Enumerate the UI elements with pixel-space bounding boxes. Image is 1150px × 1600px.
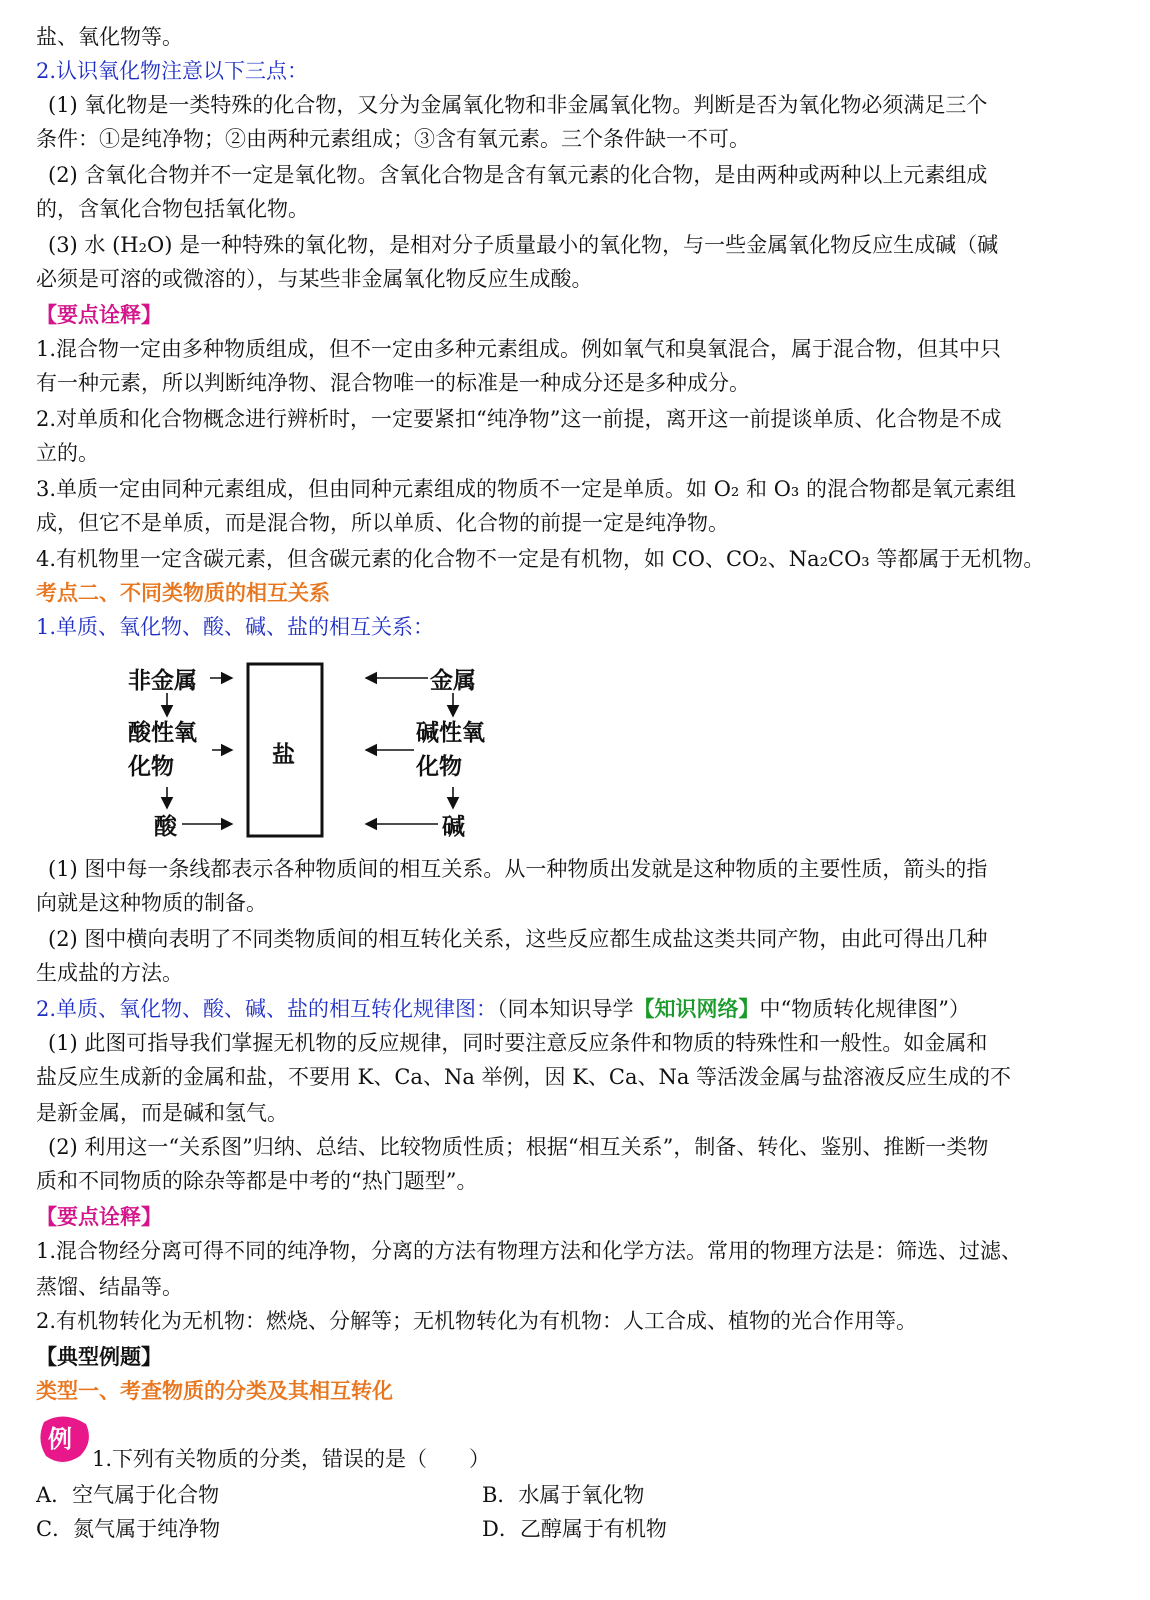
diagram-salt-label: 盐 [272, 741, 295, 768]
paragraph-line: 2.有机物转化为无机物：燃烧、分解等；无机物转化为有机物：人工合成、植物的光合作用等。 [36, 1309, 918, 1333]
paragraph-line: 1.混合物经分离可得不同的纯净物，分离的方法有物理方法和化学方法。常用的物理方法是：筛选、过滤、 [36, 1239, 1023, 1263]
subheading: 1.单质、氧化物、酸、碱、盐的相互关系： [36, 615, 435, 639]
relationship-diagram [120, 660, 520, 845]
diagram-nonmetal-label: 非金属 [128, 667, 197, 694]
note-heading: 【要点诠释】 [36, 1204, 162, 1229]
reference-post: 中“物质转化规律图”） [759, 997, 971, 1021]
option-a[interactable]: A．空气属于化合物 [36, 1483, 220, 1507]
paragraph-line: 蒸馏、结晶等。 [36, 1275, 183, 1299]
paragraph-line: 有一种元素，所以判断纯净物、混合物唯一的标准是一种成分还是多种成分。 [36, 371, 750, 395]
paragraph-line: 3.单质一定由同种元素组成，但由同种元素组成的物质不一定是单质。如 O₂ 和 O₃ 的混合物都是氧元素组 [36, 477, 1017, 501]
paragraph-line: 向就是这种物质的制备。 [36, 891, 267, 915]
paragraph-line: (2) 利用这一“关系图”归纳、总结、比较物质性质；根据“相互关系”，制备、转化、鉴别、推断一类物 [48, 1135, 989, 1159]
paragraph-line: (2) 图中横向表明了不同类物质间的相互转化关系，这些反应都生成盐这类共同产物，由此可得出几种 [48, 927, 988, 951]
question-text: 1.下列有关物质的分类，错误的是（ ） [92, 1447, 491, 1471]
reference-highlight: 【知识网络】 [633, 996, 760, 1021]
paragraph-line: 盐反应生成新的金属和盐，不要用 K、Ca、Na 举例，因 K、Ca、Na 等活泼金属与盐溶液反应生成的不 [36, 1065, 1012, 1089]
paragraph-line: (3) 水 (H₂O) 是一种特殊的氧化物，是相对分子质量最小的氧化物，与一些金属氧化物反应生成碱（碱 [48, 233, 999, 257]
option-c[interactable]: C．氮气属于纯净物 [36, 1517, 221, 1541]
paragraph-line: 1.混合物一定由多种物质组成，但不一定由多种元素组成。例如氧气和臭氧混合，属于混合物，但其中只 [36, 337, 1002, 361]
type-heading: 类型一、考查物质的分类及其相互转化 [36, 1378, 393, 1403]
option-b[interactable]: B．水属于氧化物 [482, 1483, 645, 1507]
subheading: 2.认识氧化物注意以下三点： [36, 59, 309, 83]
subheading-with-reference [36, 992, 1116, 1026]
paragraph-line: 4.有机物里一定含碳元素，但含碳元素的化合物不一定是有机物，如 CO、CO₂、Na₂CO₃ 等都属于无机物。 [36, 547, 1045, 571]
paragraph-line: (1) 氧化物是一类特殊的化合物，又分为金属氧化物和非金属氧化物。判断是否为氧化物必须满足三个 [48, 93, 988, 117]
diagram-basic-oxide-label-2: 化物 [416, 753, 462, 780]
paragraph-line: (1) 图中每一条线都表示各种物质间的相互关系。从一种物质出发就是这种物质的主要性质，箭头的指 [48, 857, 988, 881]
example-badge-icon [36, 1414, 92, 1464]
reference-pre: （同本知识导学 [497, 997, 634, 1021]
diagram-base-label: 碱 [442, 813, 465, 840]
diagram-acidic-oxide-label: 酸性氧 [128, 719, 197, 746]
option-d[interactable]: D．乙醇属于有机物 [482, 1517, 667, 1541]
paragraph-line: 2.对单质和化合物概念进行辨析时，一定要紧扣“纯净物”这一前提，离开这一前提谈单质、化合物是不成 [36, 407, 1002, 431]
paragraph-line: 盐、氧化物等。 [36, 25, 183, 49]
note-heading: 【要点诠释】 [36, 302, 162, 327]
paragraph-line: 的，含氧化合物包括氧化物。 [36, 197, 309, 221]
paragraph-line: 是新金属，而是碱和氢气。 [36, 1101, 288, 1125]
example-badge-text: 例 [48, 1425, 72, 1453]
diagram-basic-oxide-label: 碱性氧 [416, 719, 485, 746]
paragraph-line: 必须是可溶的或微溶的），与某些非金属氧化物反应生成酸。 [36, 267, 593, 291]
section-heading: 考点二、不同类物质的相互关系 [36, 580, 330, 605]
examples-heading: 【典型例题】 [36, 1344, 162, 1369]
paragraph-line: 立的。 [36, 441, 99, 465]
subheading-text: 2.单质、氧化物、酸、碱、盐的相互转化规律图： [36, 997, 498, 1021]
diagram-acidic-oxide-label-2: 化物 [128, 753, 174, 780]
paragraph-line: 条件：①是纯净物；②由两种元素组成；③含有氧元素。三个条件缺一不可。 [36, 127, 750, 151]
paragraph-line: (1) 此图可指导我们掌握无机物的反应规律，同时要注意反应条件和物质的特殊性和一般性。如金属和 [48, 1031, 988, 1055]
paragraph-line: 成，但它不是单质，而是混合物，所以单质、化合物的前提一定是纯净物。 [36, 511, 729, 535]
paragraph-line: (2) 含氧化合物并不一定是氧化物。含氧化合物是含有氧元素的化合物，是由两种或两种以上元素组成 [48, 163, 988, 187]
diagram-acid-label: 酸 [154, 813, 177, 840]
paragraph-line: 生成盐的方法。 [36, 961, 183, 985]
diagram-metal-label: 金属 [430, 667, 476, 694]
paragraph-line: 质和不同物质的除杂等都是中考的“热门题型”。 [36, 1169, 478, 1193]
